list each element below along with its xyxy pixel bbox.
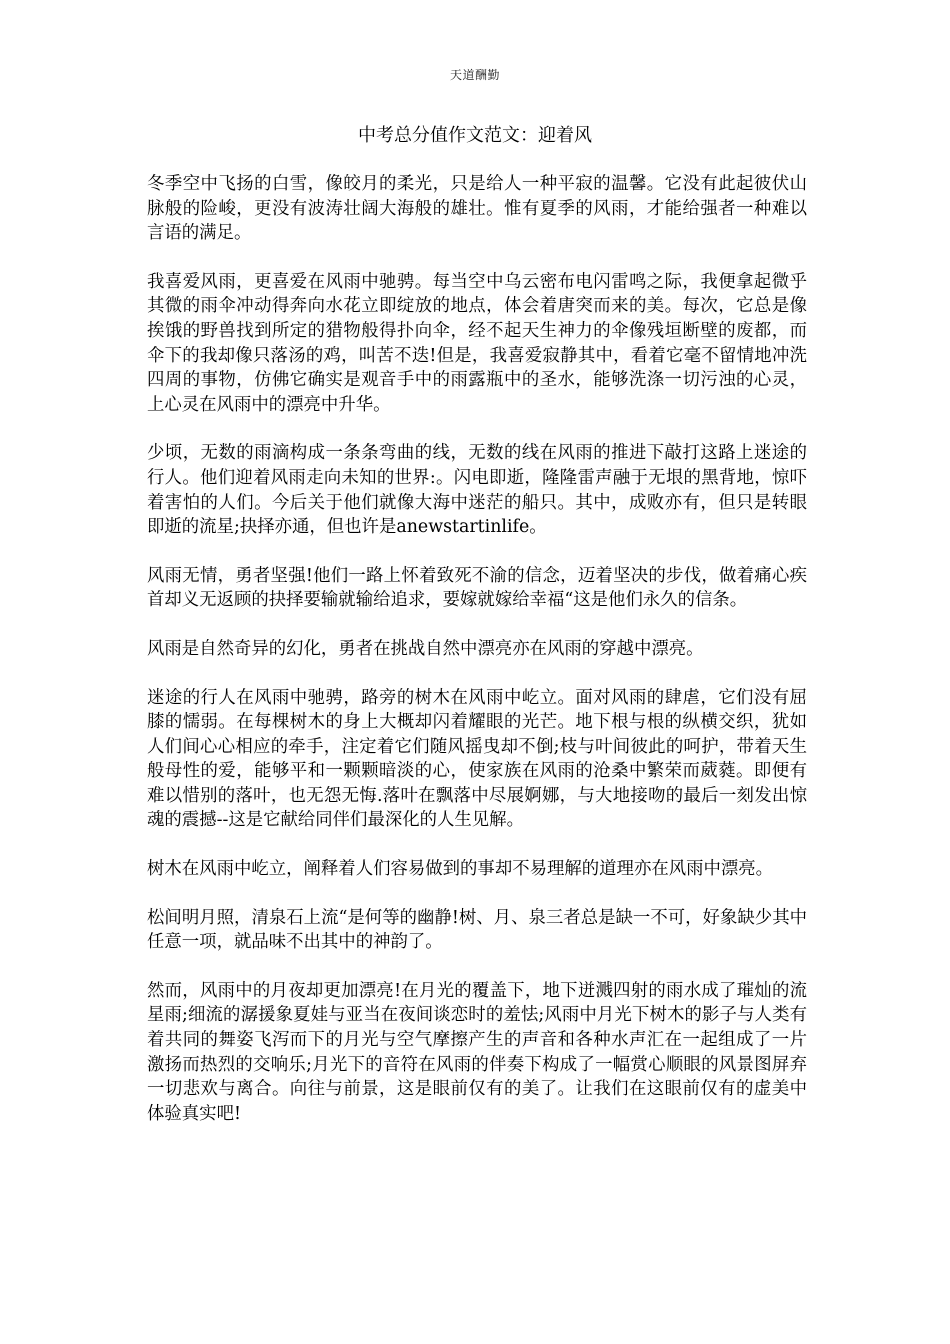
paragraph: 冬季空中飞扬的白雪，像皎月的柔光，只是给人一种平寂的温馨。它没有此起彼伏山脉般的险峻，更没有波涛壮阔大海般的雄壮。惟有夏季的风雨，才能给强者一种难以言语的满足。 xyxy=(147,174,807,244)
paragraph: 风雨无情，勇者坚强!他们一路上怀着致死不渝的信念，迈着坚决的步伐，做着痛心疾首却义无返顾的抉择要输就输给追求，要嫁就嫁给幸福“这是他们永久的信条。 xyxy=(147,565,807,611)
paragraph: 树木在风雨中屹立，阐释着人们容易做到的事却不易理解的道理亦在风雨中漂亮。 xyxy=(147,859,774,880)
paragraph: 风雨是自然奇异的幻化，勇者在挑战自然中漂亮亦在风雨的穿越中漂亮。 xyxy=(147,638,704,659)
paragraph: 迷途的行人在风雨中驰骋，路旁的树木在风雨中屹立。面对风雨的肆虐，它们没有屈膝的懦弱。在每棵树木的身上大概却闪着耀眼的光芒。地下根与根的纵横交织，犹如人们间心心相应的牵手，注定着它们随风摇曳却不倒;枝与叶间彼此的呵护，带着天生般母性的爱，能够平和一颗颗暗淡的心，使家族在风雨的沧桑中繁荣而葳蕤。即便有难以惜别的落叶，也无怨无悔.落叶在飘落中尽展婀娜，与大地接吻的最后一刻发出惊魂的震撼--这是它献给同伴们最深化的人生见解。 xyxy=(147,687,807,831)
document-title: 中考总分值作文范文：迎着风 xyxy=(358,125,592,146)
paragraph: 我喜爱风雨，更喜爱在风雨中驰骋。每当空中乌云密布电闪雷鸣之际，我便拿起微乎其微的雨伞冲动得奔向水花立即绽放的地点，体会着唐突而来的美。每次，它总是像挨饿的野兽找到所定的猎物般得扑向伞，经不起天生神力的伞像残垣断壁的废都，而伞下的我却像只落汤的鸡，叫苦不迭!但是，我喜爱寂静其中，看着它毫不留情地冲洗四周的事物，仿佛它确实是观音手中的雨露瓶中的圣水，能够洗涤一切污浊的心灵，上心灵在风雨中的漂亮中升华。 xyxy=(147,271,807,415)
document-body xyxy=(147,172,807,1150)
paragraph: 然而，风雨中的月夜却更加漂亮!在月光的覆盖下，地下迸溅四射的雨水成了璀灿的流星雨;细流的潺援象夏娃与亚当在夜间谈恋时的羞怯;风雨中月光下树木的影子与人类有着共同的舞姿飞泻而下的月光与空气摩擦产生的声音和各种水声汇在一起组成了一片激扬而热烈的交响乐;月光下的音符在风雨的伴奏下构成了一幅赏心顺眼的风景图屏弃一切悲欢与离合。向往与前景，这是眼前仅有的美了。让我们在这眼前仅有的虚美中体验真实吧! xyxy=(147,980,807,1124)
paragraph: 少顷，无数的雨滴构成一条条弯曲的线，无数的线在风雨的推进下敲打这路上迷途的行人。他们迎着风雨走向未知的世界:。闪电即逝，隆隆雷声融于无垠的黑背地，惊吓着害怕的人们。今后关于他们就像大海中迷茫的船只。其中，成败亦有，但只是转眼即逝的流星;抉择亦通，但也许是anewstartinlife。 xyxy=(147,443,807,538)
page-header: 天道酬勤 xyxy=(449,68,500,82)
paragraph: 松间明月照，清泉石上流“是何等的幽静!树、月、泉三者总是缺一不可，好象缺少其中任意一项，就品味不出其中的神韵了。 xyxy=(147,907,807,953)
